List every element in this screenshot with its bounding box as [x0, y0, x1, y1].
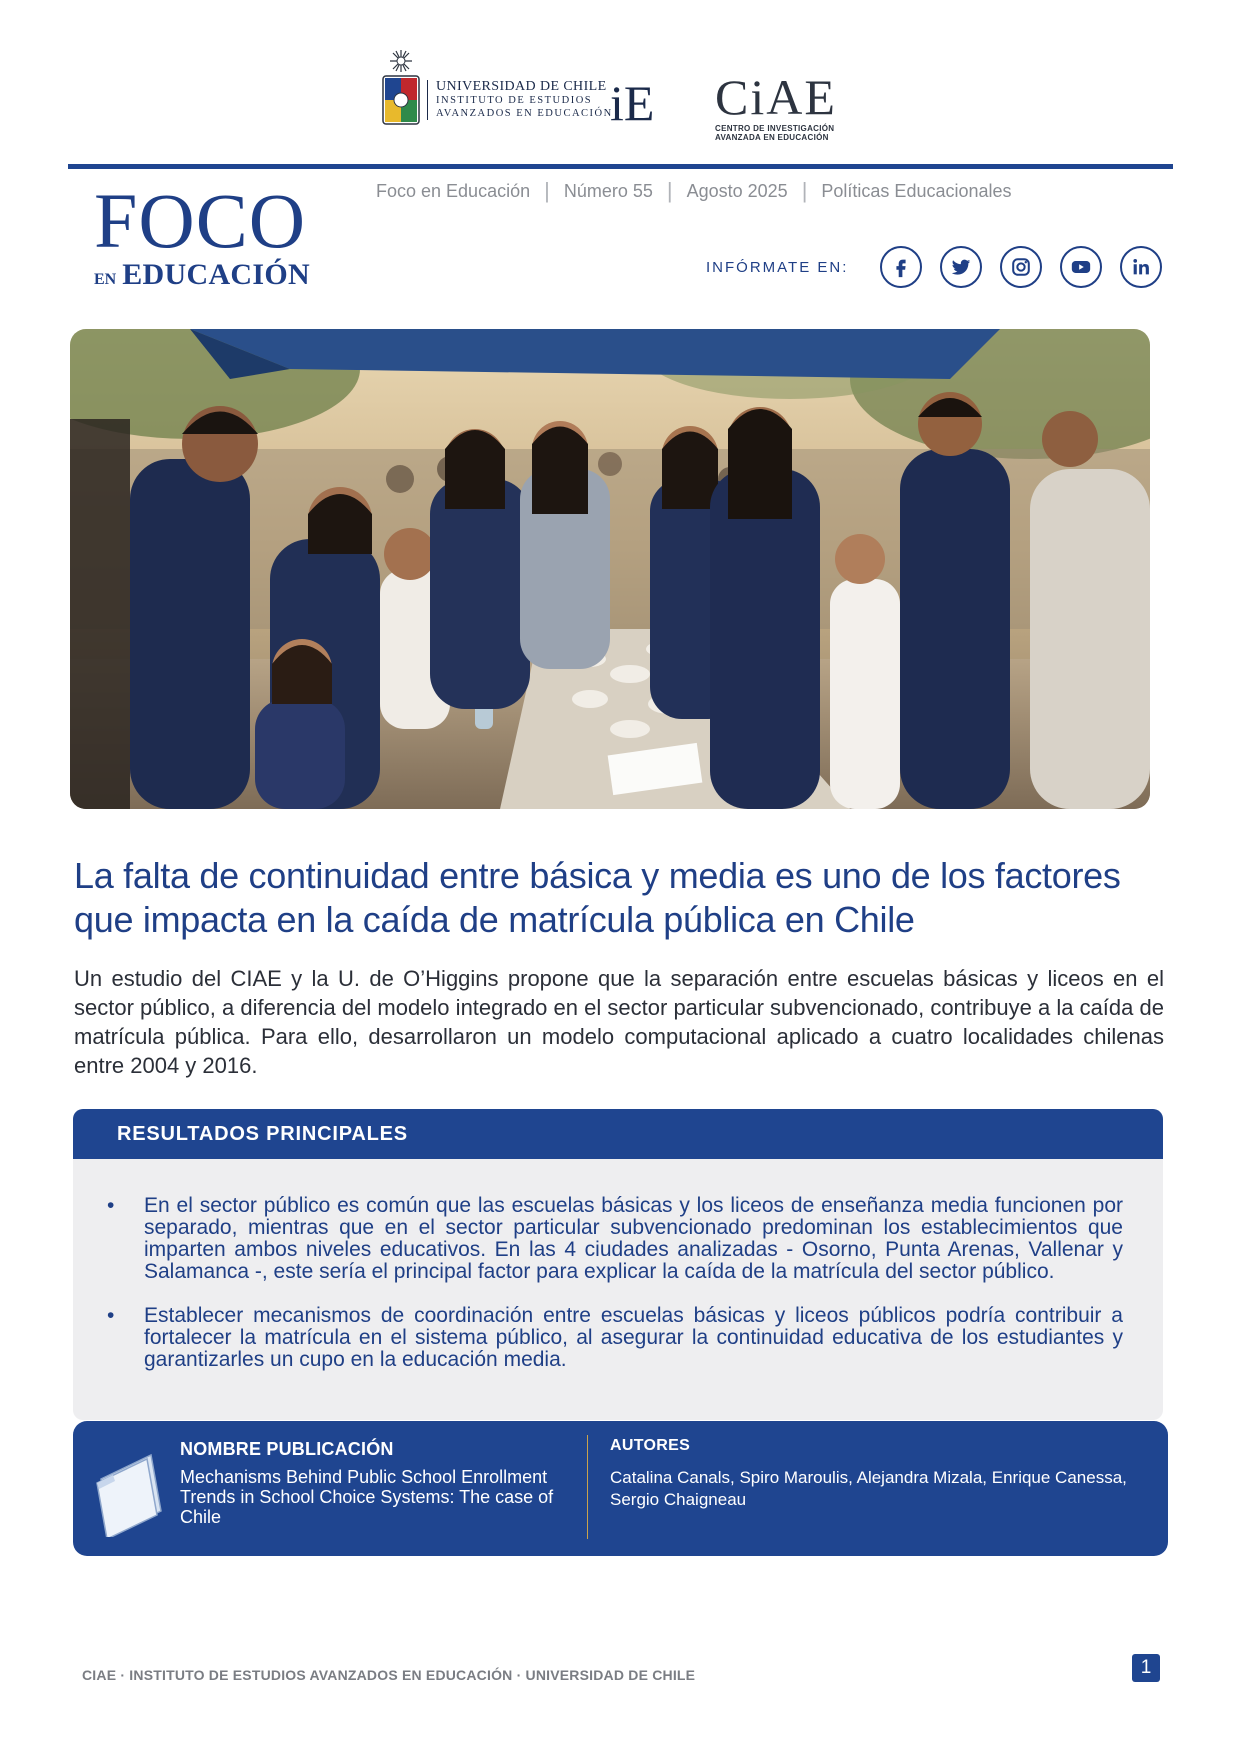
ciae-subtitle: [715, 124, 865, 142]
header-rule: [68, 164, 1173, 169]
uchile-institute-line2: AVANZADOS EN EDUCACIÓN: [436, 107, 613, 119]
ciae-subtitle-line1: CENTRO DE INVESTIGACIÓN: [715, 124, 835, 133]
authors-info: [610, 1437, 1150, 1511]
results-header: [73, 1109, 1163, 1159]
bullet-marker: •: [107, 1304, 115, 1328]
results-box: [73, 1109, 1163, 1420]
publication-info: [180, 1439, 570, 1527]
issue-series: Foco en Educación: [376, 180, 531, 201]
twitter-link[interactable]: [940, 246, 982, 288]
facebook-link[interactable]: [880, 246, 922, 288]
follow-label: INFÓRMATE EN:: [706, 258, 849, 276]
authors-names: Catalina Canals, Spiro Maroulis, Alejandra Mizala, Enrique Canessa, Sergio Chaigneau: [610, 1468, 1127, 1510]
article-headline: La falta de continuidad entre básica y media es uno de los factores que impacta en la caída de matrícula pública en Chile: [74, 855, 1121, 940]
page-number: 1: [1132, 1654, 1160, 1682]
universidad-de-chile-logo: [380, 48, 670, 130]
youtube-icon: [1070, 256, 1092, 278]
results-item-text: En el sector público es común que las escuelas básicas y los liceos de enseñanza media funcionen por separado, mientras que en el sector particular subvencionado predominan los establecimientos que imparten ambos niveles educativos. En las 4 ciudades analizadas - Osorno, Punta Arenas, Vallenar y Salamanca -, este sería el principal factor para explicar la caída de la matrícula del sector público.: [144, 1194, 1123, 1284]
foco-subline: [94, 258, 310, 292]
results-item-text: Establecer mecanismos de coordinación entre escuelas básicas y liceos públicos podría contribuir a fortalecer la matrícula en el sistema público, al asegurar la continuidad educativa de los estudiantes y garantizarles un cupo en la educación media.: [144, 1304, 1123, 1372]
twitter-icon: [950, 256, 972, 278]
uchile-text: [436, 80, 613, 119]
foco-wordmark: FOCO: [94, 177, 307, 264]
results-list: [73, 1159, 1163, 1371]
foco-educacion: EDUCACIÓN: [122, 258, 310, 292]
social-follow: [706, 246, 1162, 288]
publication-box: [73, 1421, 1168, 1556]
instagram-icon: [1010, 256, 1032, 278]
youtube-link[interactable]: [1060, 246, 1102, 288]
uchile-emblem-icon: [380, 48, 422, 128]
uchile-divider: [427, 80, 428, 120]
issue-number: Número 55: [563, 180, 653, 201]
results-item: [107, 1305, 1123, 1371]
hero-photo: [70, 329, 1150, 809]
uchile-name: UNIVERSIDAD DE CHILE: [436, 79, 607, 94]
logo-bar: [0, 44, 1241, 143]
issue-date: Agosto 2025: [686, 180, 788, 201]
bullet-marker: •: [107, 1194, 115, 1217]
issue-separator: |: [544, 178, 550, 203]
facebook-icon: [890, 256, 912, 278]
uchile-institute-line1: INSTITUTO DE ESTUDIOS: [436, 95, 593, 106]
linkedin-link[interactable]: [1120, 246, 1162, 288]
footer-text: CIAE · INSTITUTO DE ESTUDIOS AVANZADOS EN EDUCACIÓN · UNIVERSIDAD DE CHILE: [82, 1667, 696, 1683]
results-item: [107, 1195, 1123, 1283]
folder-icon: [91, 1449, 171, 1537]
issue-separator: |: [666, 178, 673, 203]
students-science-fair-image: [70, 329, 1150, 809]
issue-meta: [376, 178, 1012, 204]
linkedin-icon: [1130, 256, 1152, 278]
issue-topic: Políticas Educacionales: [821, 180, 1012, 201]
ciae-wordmark: CiAE: [715, 69, 837, 125]
ciae-subtitle-line2: AVANZADA EN EDUCACIÓN: [715, 133, 829, 143]
article-lead: Un estudio del CIAE y la U. de O’Higgins propone que la separación entre escuelas básicas y liceos en el sector público, a diferencia del modelo integrado en el sector particular subvencionado, contribuye a la caída de matrícula pública. Para ello, desarrollaron un modelo computacional aplicado a cuatro localidades chilenas entre 2004 y 2016.: [74, 966, 1164, 1079]
publication-divider: [587, 1435, 588, 1539]
foco-en-educacion-logo: [94, 177, 310, 292]
publication-label: NOMBRE PUBLICACIÓN: [180, 1439, 394, 1459]
foco-en: EN: [94, 271, 117, 289]
ciae-logo: [715, 69, 865, 143]
authors-label: AUTORES: [610, 1437, 691, 1454]
issue-separator: |: [801, 178, 808, 203]
instagram-link[interactable]: [1000, 246, 1042, 288]
results-title: RESULTADOS PRINCIPALES: [117, 1122, 408, 1145]
ie-logo-mark: iE: [610, 75, 655, 131]
publication-name: Mechanisms Behind Public School Enrollment Trends in School Choice Systems: The case of Chile: [180, 1467, 554, 1527]
